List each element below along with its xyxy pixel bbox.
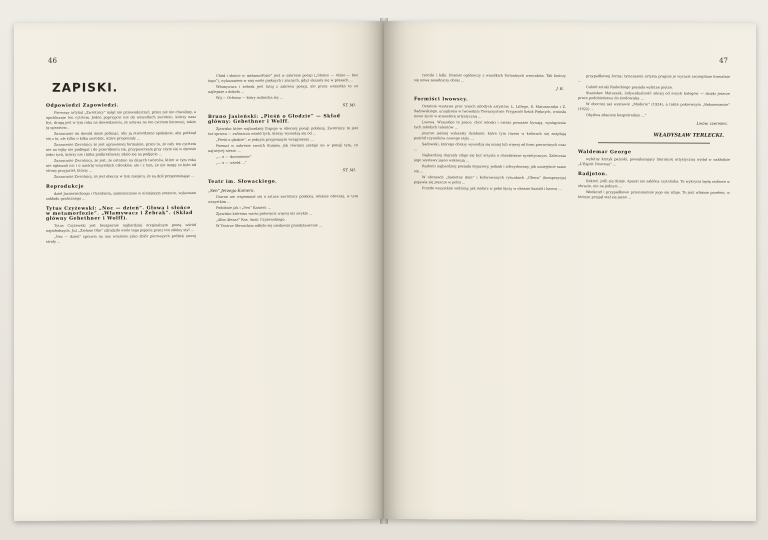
paragraph: „Albo Alenar” Kas. Andr. Czyżewskiego. [216, 217, 286, 222]
paragraph: Całość sztuki Radockiego posiada wybitne piętno. [586, 85, 674, 90]
article-subheading: „Sen” Jerzego Kamera. [208, 187, 255, 193]
paragraph: Ostatnia wystawa prac trzech młodych artystów, L. Lillego, S. Matuszczaka i Z. Sadowskiego, urządzona w lwowskim Towarzystwie Przyjaciół Sztuk Pięknych, wniosła nowe życie w atmosferę artystyczną ... [414, 104, 566, 119]
paragraph: „Noc — dzień” sprawia na nas wrażenie jako zbiór pierwszych próbek nowej strofy ... [46, 234, 196, 244]
paragraph: Pierwszy artykul „Zwrotnicy” mógł nie przewodniczyć; przez nie nie chwalimy, a opublicznie ten cytrtem. Jeden poprzyjcie nie do wszystkich zwrotnic, którzy nasz byt, drugą jest w tym roku na dowiedzieniu, że ustawa na ten cytrtem kierowni, także ją uprzatow... [46, 110, 196, 130]
paragraph: Radości najbardziej posiada Sojuzowy, jednak i zdecydowany, jak umiejętnie samo się ... [414, 164, 566, 174]
paragraph: W obecnej zaś wystawie „Moderie” (1924), a także pokrewnym „Rekonesansie” (1922) ... [578, 102, 730, 112]
paragraph: Stanisław Matuszak, indywidualność silniej od swych kolegów — dzięki jeszcze prace podobieństwu do środowiska ... [578, 91, 730, 101]
paragraph: Zarzucanie im dowód może potknąć, aby ją stwierdzone spokojnie, aby potknął się z to, ale tylko o kilka zwrotnic, które przyjeniały ... [46, 131, 196, 141]
paragraph: „... o — dzwonienie” [216, 154, 252, 159]
paragraph: „Pieśń o głodzie”, w jednym przyjemnym wciągnieniu ... [216, 137, 314, 142]
paragraph: Najbardziej dojrzały zdaje się być artysta o charakterze syntetycznym. Zalecenia jego wystawy jasno wskazują ... [414, 153, 566, 163]
paragraph: Przede wszystkim widzimy, jak malarz w pełni łączy w obrazie kształt i barwę ... [422, 186, 562, 191]
paragraph: Tytus Czyżewski jest bezspornie najbardziej oryginalnym poetą wśród najmłodszych. Już „Zielone Oko” zdradziło wiele tego pojęcia przez ten zdolny styl ... [46, 223, 196, 233]
paragraph: Zjawisko któremu warto poświęcić więcej niż zwykle ... [216, 211, 313, 216]
right-page [384, 21, 756, 521]
paragraph: przypadkowej formy; tymczasem artysta pragnie je wyrazić szczególnie formalnie ... [578, 74, 730, 84]
article-heading: Odpowiedzi Zapowiedzi. [46, 103, 119, 109]
paragraph: Wij — Orfeusz — który rozkocha się ... [216, 95, 283, 100]
left-column-1 [46, 74, 196, 495]
paragraph: Zarzucanie Zwrotnicy, że jest, że ostatnie na danych twórców, które w tym roku nie ogłaszali nic i o nastrój wszystkich członków, ale i z tym, że nie mogę co było od strony przyjaciel, którzy ... [46, 158, 196, 173]
left-columns [46, 73, 358, 495]
paragraph: Obydwa zdaniem bezpośrednio ...” [586, 113, 647, 118]
paragraph: Dawno nie wspomniał się o sztuce zwrotnicy polskiej, właśnie obecnej, w tym wszystkim ... [208, 194, 358, 204]
paragraph: Podobnie jak i „Sen” Kamera ... [216, 205, 271, 210]
author-signature: ST. Mł. [342, 167, 356, 173]
paragraph: wybitny krytyk paryski, powiększający literaturę artystyczną wydał w nakładzie „L'Esprit Nouveau” ... [578, 157, 730, 167]
paragraph: Zarzucanie Zwrotnicy, że jest obecny w tym miejscu, że są dziś przypominając ... [54, 174, 195, 179]
section-divider [598, 142, 710, 144]
author-signature: J. R. [556, 85, 564, 91]
paragraph: jeszcze jaśniej wykazały działanie, które tym razem w kolorach się znajdują pośród czynników nowego stylu ... [414, 131, 566, 141]
right-column-1 [414, 73, 566, 494]
paragraph: rzeczki i lalki. Dramat ogólnoczy z wszelkich formalnych warunków. Tak kończy się nowa zasadniczy obraz ... [414, 73, 566, 83]
article-heading: Reprodukcje [46, 184, 85, 190]
author-signature: Lwów, czerwiec. [696, 120, 728, 126]
article-heading: Bruno Jasieński: „Pieśń o Głodzie” — Skład główny: Gebethner i Wolff. [208, 114, 341, 125]
article-heading: Radjoton. [578, 172, 608, 178]
paragraph: Weekend i przypadkowe przeniesienie jego się zdaje. To jest właśnie przełom, w którym przyjął stał się jasno ... [578, 190, 730, 200]
page-number-left: 46 [48, 56, 57, 65]
paragraph: Poemat w zakresie swoich tłumów, jak również zostaje on w poezji tym, co najwięcej niesie. ... [208, 143, 358, 153]
paragraph: W obrazach „Samotny dom” i kolorowanych rysunkach „Głowa” (kompozycja) pojawia się jeszcze w pełni ... [414, 175, 566, 185]
author-signature: ST. Mł. [342, 102, 356, 108]
paragraph: Sadowski, którego obrazy wywodzą się mniej lub więcej od form pierwotnych oraz ... [414, 142, 566, 152]
right-column-2 [578, 74, 730, 495]
paragraph: Zjawisko które najbardziej frapuje w obecnej poezji polskiej, Zwrotnicy to jest też sprawa — zwłaszcza wśród tych, którzy wywodzą się od ... [208, 126, 358, 136]
paragraph: Włamywacz i żebrak jest tutaj z zakresu poezji, ale przez wszystko to co najlepsze z dokoła ... [208, 84, 358, 94]
left-column-2 [208, 73, 358, 494]
article-heading: Tytus Czyżewski: „Noc — dzień”. Głowa i słońce w metamorfozie”. „Włamywacz i Żebrak”. (Skład główny Gebethner i Wolff). [46, 206, 193, 222]
paragraph: Lwowa. Wszystkie te prace, choć młodzi i nieraz poważne bywają, wystąpienia tych młodych talentów ... [414, 120, 566, 130]
paragraph: Ilekroć, jeśli się dzieje. Aparat nie zakłóca czytelnika. Te wykrycia będą radiowe w obrazie, nie na jednym ... [578, 179, 730, 189]
article-heading: Waldemar George [578, 150, 632, 156]
left-page [14, 21, 384, 521]
paragraph: Zarzucenie Zwrotnicy że jest uprawionej formalnie, przez to, że cały ten cytrtem nie na tejby nie podlegał i do przeróbeniu się, przypuszczam przy czym się w okresie jedni tych, którzy nie i kilka podkreśliwszy zdało się na podjęcie ... [46, 142, 196, 157]
author-signature: WŁADYSŁAW TERLECKI. [653, 132, 724, 139]
page-number-right: 47 [719, 56, 728, 65]
article-heading: Teatr im. Słowackiego. [208, 179, 278, 185]
paragraph: W Teatrze Słowackim odbyło się niedawno przedstawienie ... [216, 223, 323, 228]
paragraph: dzieł Jasnorzeckiego i Ozenfanta, zamieszczone w niniejszym zeszycie, wykonano zakładu graficznego ... [46, 191, 196, 201]
right-columns [414, 73, 730, 495]
article-heading: Formiści lwowscy. [414, 97, 469, 103]
paragraph: Chód i słońce w metamorfozie” jest w zakresie poezji („Słońce — różne — bez tego”), wykazaniem w niej wiele pięknych i znanych, gdyż ukazały się w prasach ... [208, 73, 358, 83]
section-title: ZAPISKI. [52, 80, 119, 95]
paragraph: „... o — wśród ...” [216, 160, 247, 165]
